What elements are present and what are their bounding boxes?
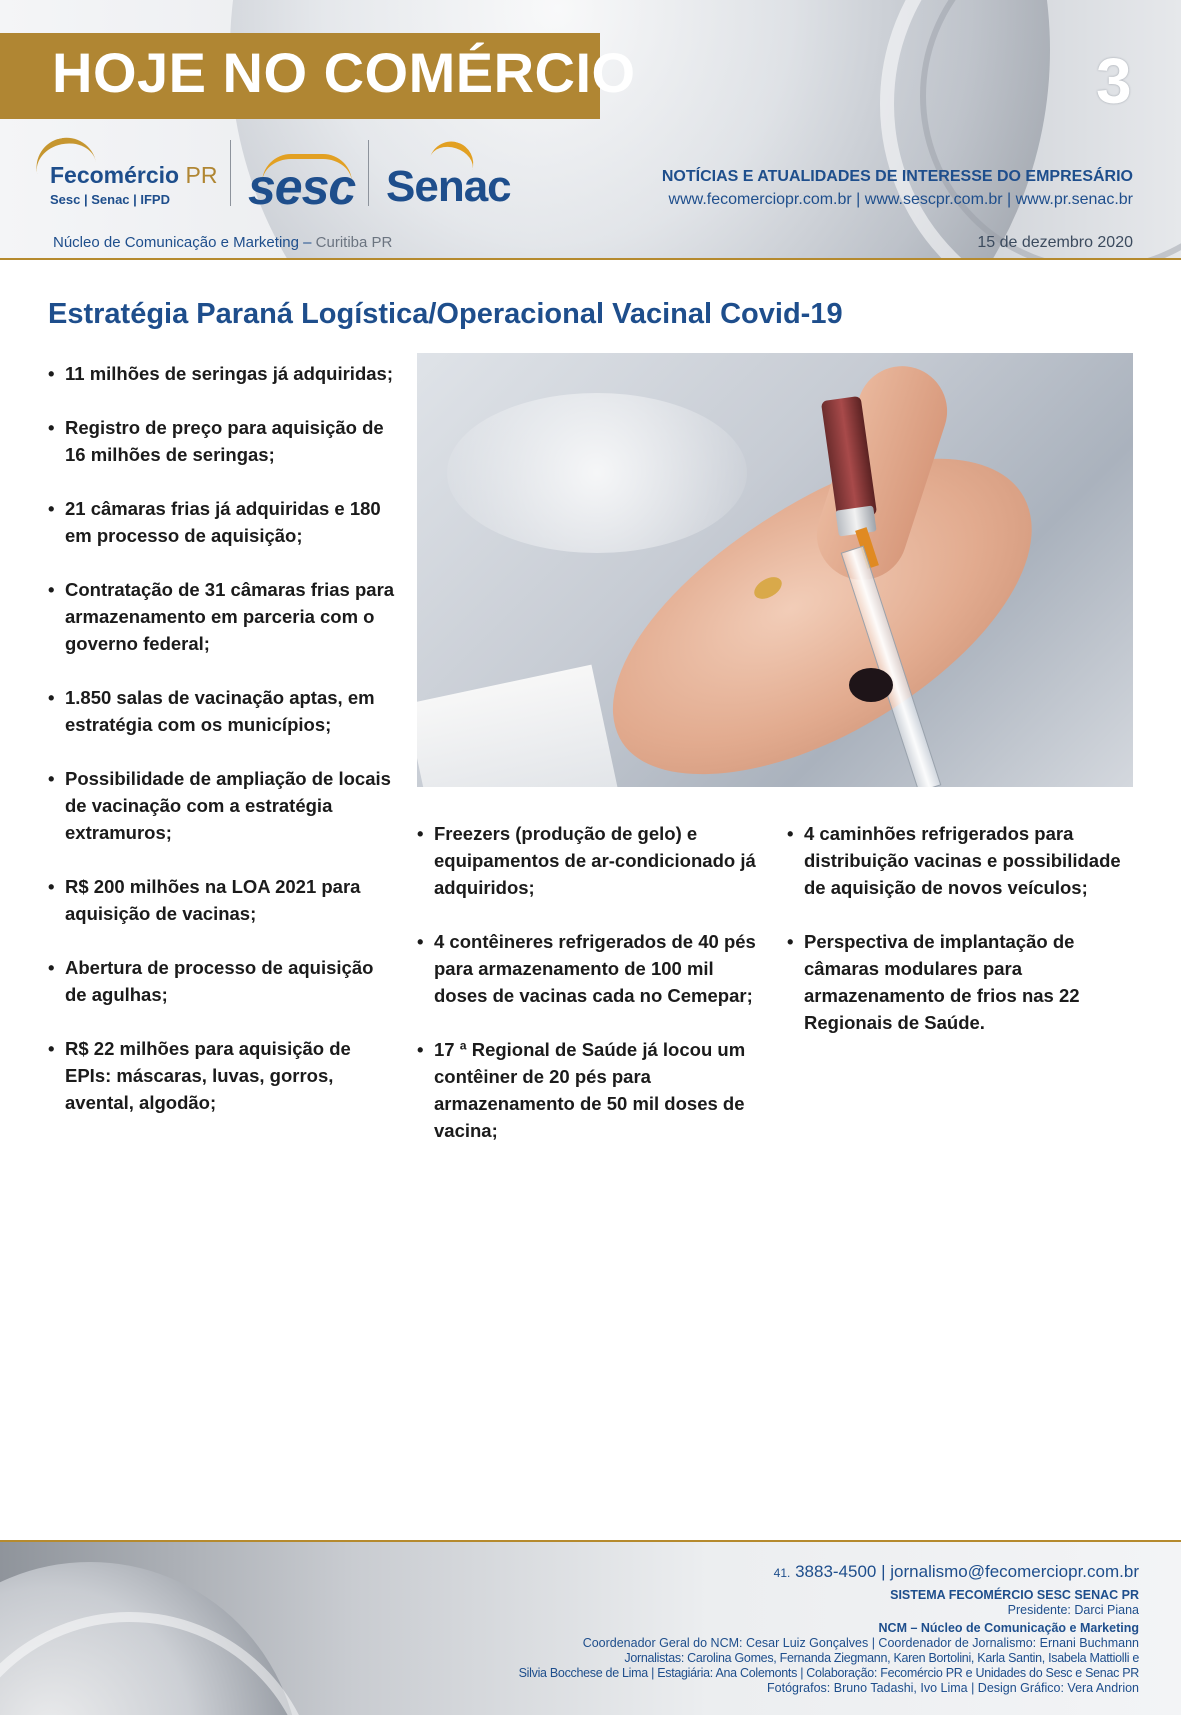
- coordinators-credit: Coordenador Geral do NCM: Cesar Luiz Gonçalves | Coordenador de Jornalismo: Ernani Buchmann: [582, 1636, 1139, 1650]
- issue-date: 15 de dezembro 2020: [977, 234, 1133, 251]
- photographers-credit: Fotógrafos: Bruno Tadashi, Ivo Lima | Design Gráfico: Vera Andrion: [767, 1681, 1139, 1695]
- fecomercio-pr: PR: [185, 162, 218, 188]
- logo-divider: [368, 140, 369, 206]
- bullet-column-1: [48, 360, 398, 1143]
- masthead: [0, 0, 1181, 260]
- list-item: • Contratação de 31 câmaras frias para armazenamento em parceria com o governo federal;: [48, 576, 398, 657]
- area-code: 41.: [773, 1566, 791, 1580]
- contact-line: [774, 1562, 1139, 1582]
- article-title: Estratégia Paraná Logística/Operacional Vacinal Covid-19: [48, 298, 843, 330]
- list-item: • R$ 200 milhões na LOA 2021 para aquisição de vacinas;: [48, 873, 398, 927]
- logo-divider: [230, 140, 231, 206]
- sesc-logo: sesc: [248, 159, 356, 215]
- nucleo-label: Núcleo de Comunicação e Marketing –: [53, 234, 312, 251]
- system-name: SISTEMA FECOMÉRCIO SESC SENAC PR: [890, 1588, 1139, 1602]
- ncm-name: NCM – Núcleo de Comunicação e Marketing: [878, 1621, 1139, 1635]
- page-number: 3: [1096, 45, 1132, 117]
- fecomercio-name: Fecomércio: [50, 162, 180, 188]
- journalists-credit: Jornalistas: Carolina Gomes, Fernanda Ziegmann, Karen Bortolini, Karla Santin, Isabela Mattiolli e: [624, 1651, 1139, 1665]
- list-item: • 17 ª Regional de Saúde já locou um contêiner de 20 pés para armazenamento de 50 mil doses de vacina;: [417, 1036, 767, 1144]
- senac-logo: Senac: [386, 162, 511, 211]
- list-item: • 4 contêineres refrigerados de 40 pés para armazenamento de 100 mil doses de vacinas cada no Cemepar;: [417, 928, 767, 1009]
- website-links[interactable]: www.fecomerciopr.com.br | www.sescpr.com.br | www.pr.senac.br: [668, 191, 1133, 208]
- list-item: • Registro de preço para aquisição de 16 milhões de seringas;: [48, 414, 398, 468]
- fecomercio-subtitle: Sesc | Senac | IFPD: [50, 192, 170, 207]
- president-credit: Presidente: Darci Piana: [1007, 1603, 1139, 1617]
- list-item: • Freezers (produção de gelo) e equipamentos de ar-condicionado já adquiridos;: [417, 820, 767, 901]
- bullet-column-2: [417, 820, 767, 1171]
- newsletter-title: HOJE NO COMÉRCIO: [52, 41, 636, 104]
- email-link[interactable]: | jornalismo@fecomerciopr.com.br: [881, 1562, 1139, 1581]
- list-item: • 11 milhões de seringas já adquiridas;: [48, 360, 398, 387]
- tagline: NOTÍCIAS E ATUALIDADES DE INTERESSE DO EMPRESÁRIO: [661, 168, 1133, 185]
- fingernail-shape: [849, 668, 893, 702]
- list-item: • 1.850 salas de vacinação aptas, em estratégia com os municípios;: [48, 684, 398, 738]
- footer: [0, 1540, 1181, 1715]
- phone-number[interactable]: 3883-4500: [795, 1562, 877, 1581]
- list-item: • 4 caminhões refrigerados para distribuição vacinas e possibilidade de aquisição de novos veículos;: [787, 820, 1137, 901]
- list-item: • R$ 22 milhões para aquisição de EPIs: máscaras, luvas, gorros, avental, algodão;: [48, 1035, 398, 1116]
- vaccine-photo: [417, 353, 1133, 787]
- fecomercio-logo: [34, 136, 234, 212]
- publisher-line: [53, 234, 392, 251]
- list-item: • Possibilidade de ampliação de locais de vacinação com a estratégia extramuros;: [48, 765, 398, 846]
- list-item: • 21 câmaras frias já adquiridas e 180 em processo de aquisição;: [48, 495, 398, 549]
- list-item: • Perspectiva de implantação de câmaras modulares para armazenamento de frios nas 22 Regionais de Saúde.: [787, 928, 1137, 1036]
- list-item: • Abertura de processo de aquisição de agulhas;: [48, 954, 398, 1008]
- bullet-column-3: [787, 820, 1137, 1063]
- sleeve-shape: [417, 665, 618, 787]
- journalists-credit-continued: Silvia Bocchese de Lima | Estagiária: Ana Colemonts | Colaboração: Fecomércio PR e Unidades do Sesc e Senac PR: [518, 1666, 1139, 1680]
- city-label: Curitiba PR: [315, 234, 393, 251]
